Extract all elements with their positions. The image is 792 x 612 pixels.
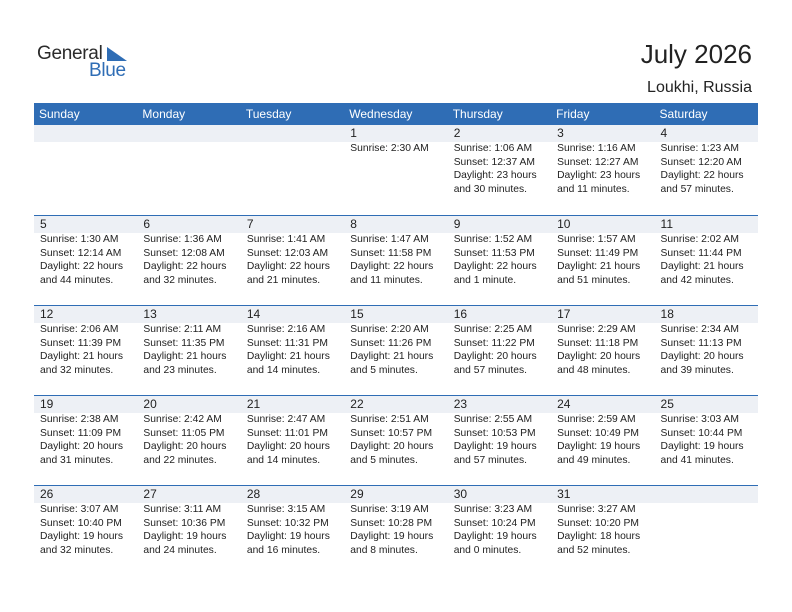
daylight-text: Daylight: 20 hours: [40, 441, 123, 453]
sunrise-text: Sunrise: 2:59 AM: [557, 414, 636, 425]
day-number: 13: [143, 307, 157, 321]
minutes-text: and 0 minutes.: [453, 544, 522, 556]
daylight-text: Daylight: 23 hours: [453, 170, 537, 182]
daylight-text: Daylight: 21 hours: [246, 351, 330, 363]
sunrise-text: Sunrise: 3:23 AM: [453, 504, 533, 515]
sunrise-text: Sunrise: 3:03 AM: [660, 414, 739, 425]
minutes-text: and 22 minutes.: [143, 454, 217, 466]
sunrise-text: Sunrise: 3:27 AM: [557, 504, 636, 515]
daylight-text: Daylight: 22 hours: [143, 261, 227, 273]
daylight-text: Daylight: 21 hours: [350, 351, 434, 363]
daylight-text: Daylight: 21 hours: [660, 261, 744, 273]
sunrise-text: Sunrise: 2:30 AM: [350, 143, 429, 154]
minutes-text: and 51 minutes.: [557, 274, 631, 286]
sunset-text: Sunset: 11:01 PM: [246, 427, 328, 439]
sunrise-text: Sunrise: 2:25 AM: [453, 324, 533, 335]
sunset-text: Sunset: 11:39 PM: [40, 337, 122, 349]
sunrise-text: Sunrise: 2:20 AM: [350, 324, 429, 335]
daylight-text: Daylight: 22 hours: [453, 261, 537, 273]
day-number: 6: [143, 217, 151, 231]
day-cell: [34, 216, 137, 306]
minutes-text: and 5 minutes.: [350, 454, 418, 466]
day-number-bar: [241, 125, 344, 142]
day-number: 8: [350, 217, 357, 231]
day-number: 11: [660, 217, 673, 231]
sunrise-text: Sunrise: 1:16 AM: [557, 143, 636, 154]
sunset-text: Sunset: 10:40 PM: [40, 517, 122, 529]
sunset-text: Sunset: 10:44 PM: [660, 427, 743, 439]
logo-triangle-icon: [107, 47, 127, 61]
sunrise-text: Sunrise: 2:06 AM: [40, 324, 119, 335]
sunrise-text: Sunrise: 1:06 AM: [453, 143, 533, 154]
daylight-text: Daylight: 22 hours: [350, 261, 434, 273]
day-cell: [137, 216, 240, 306]
sunrise-text: Sunrise: 1:47 AM: [350, 234, 429, 245]
day-cell: [448, 396, 551, 486]
daylight-text: Daylight: 20 hours: [143, 441, 227, 453]
daylight-text: Daylight: 19 hours: [143, 531, 227, 543]
daylight-text: Daylight: 19 hours: [660, 441, 744, 453]
day-number: 30: [453, 487, 468, 501]
daylight-text: Daylight: 20 hours: [246, 441, 330, 453]
daylight-text: Daylight: 22 hours: [246, 261, 330, 273]
day-cell: [344, 125, 447, 215]
day-cell: [241, 396, 344, 486]
sunrise-text: Sunrise: 1:41 AM: [246, 234, 326, 245]
sunset-text: Sunset: 11:44 PM: [660, 247, 742, 259]
daylight-text: Daylight: 19 hours: [350, 531, 434, 543]
calendar-title: July 2026: [640, 39, 752, 69]
sunset-text: Sunset: 10:20 PM: [557, 517, 639, 529]
day-number-bar: [137, 125, 240, 142]
day-cell: [448, 306, 551, 396]
minutes-text: and 8 minutes.: [350, 544, 418, 556]
day-cell: [137, 306, 240, 396]
day-cell: [137, 486, 240, 576]
day-number: 4: [660, 126, 668, 140]
daylight-text: Daylight: 20 hours: [350, 441, 434, 453]
minutes-text: and 41 minutes.: [660, 454, 734, 466]
minutes-text: and 14 minutes.: [246, 454, 321, 466]
sunrise-text: Sunrise: 2:11 AM: [143, 324, 222, 335]
day-cell: [551, 125, 654, 215]
minutes-text: and 49 minutes.: [557, 454, 631, 466]
minutes-text: and 57 minutes.: [453, 454, 527, 466]
day-number: 27: [143, 487, 157, 501]
sunrise-text: Sunrise: 3:19 AM: [350, 504, 429, 515]
minutes-text: and 1 minute.: [453, 274, 517, 286]
sunset-text: Sunset: 12:37 AM: [453, 156, 535, 168]
day-number: 10: [557, 217, 571, 231]
week-row: [34, 125, 758, 215]
weekday-label: Saturday: [659, 107, 708, 121]
daylight-text: Daylight: 22 hours: [40, 261, 123, 273]
day-number: 7: [246, 217, 254, 231]
day-number: 15: [350, 307, 364, 321]
weekday-label: Friday: [556, 107, 590, 121]
minutes-text: and 11 minutes.: [557, 183, 630, 195]
minutes-text: and 48 minutes.: [557, 364, 631, 376]
weekday-header: [34, 103, 758, 125]
sunset-text: Sunset: 11:18 PM: [557, 337, 639, 349]
minutes-text: and 11 minutes.: [350, 274, 423, 286]
sunrise-text: Sunrise: 3:07 AM: [40, 504, 119, 515]
day-cell: [551, 486, 654, 576]
sunset-text: Sunset: 11:31 PM: [246, 337, 328, 349]
day-cell: [655, 306, 758, 396]
daylight-text: Daylight: 23 hours: [557, 170, 641, 182]
daylight-text: Daylight: 18 hours: [557, 531, 641, 543]
day-cell: [448, 486, 551, 576]
day-number: 25: [660, 397, 674, 411]
minutes-text: and 31 minutes.: [40, 454, 114, 466]
minutes-text: and 14 minutes.: [246, 364, 321, 376]
sunset-text: Sunset: 12:03 AM: [246, 247, 329, 259]
sunrise-text: Sunrise: 3:11 AM: [143, 504, 222, 515]
day-cell: [655, 216, 758, 306]
daylight-text: Daylight: 21 hours: [557, 261, 641, 273]
sunrise-text: Sunrise: 2:29 AM: [557, 324, 636, 335]
day-number: 18: [660, 307, 674, 321]
weekday-label: Thursday: [452, 107, 503, 121]
empty-day-cell: [34, 125, 137, 215]
day-number: 26: [40, 487, 54, 501]
day-number: 3: [557, 126, 564, 140]
sunset-text: Sunset: 10:28 PM: [350, 517, 433, 529]
day-cell: [344, 486, 447, 576]
sunset-text: Sunset: 11:13 PM: [660, 337, 742, 349]
sunrise-text: Sunrise: 1:36 AM: [143, 234, 222, 245]
minutes-text: and 39 minutes.: [660, 364, 734, 376]
day-number: 31: [557, 487, 571, 501]
sunset-text: Sunset: 11:05 PM: [143, 427, 225, 439]
minutes-text: and 42 minutes.: [660, 274, 734, 286]
minutes-text: and 24 minutes.: [143, 544, 217, 556]
daylight-text: Daylight: 19 hours: [557, 441, 641, 453]
sunset-text: Sunset: 10:53 PM: [453, 427, 536, 439]
sunrise-text: Sunrise: 1:52 AM: [453, 234, 533, 245]
minutes-text: and 44 minutes.: [40, 274, 114, 286]
minutes-text: and 23 minutes.: [143, 364, 217, 376]
day-cell: [137, 396, 240, 486]
day-number: 12: [40, 307, 54, 321]
day-cell: [241, 486, 344, 576]
day-cell: [655, 125, 758, 215]
daylight-text: Daylight: 19 hours: [40, 531, 123, 543]
day-number: 21: [246, 397, 261, 411]
minutes-text: and 32 minutes.: [143, 274, 217, 286]
minutes-text: and 21 minutes.: [246, 274, 321, 286]
sunrise-text: Sunrise: 2:42 AM: [143, 414, 222, 425]
daylight-text: Daylight: 19 hours: [246, 531, 330, 543]
logo: [37, 43, 137, 83]
day-number: 29: [350, 487, 364, 501]
day-number: 28: [246, 487, 261, 501]
day-cell: [344, 396, 447, 486]
empty-day-cell: [241, 125, 344, 215]
sunrise-text: Sunrise: 3:15 AM: [246, 504, 326, 515]
weekday-label: Wednesday: [349, 107, 413, 121]
day-number: 5: [40, 217, 47, 231]
day-number: 20: [143, 397, 157, 411]
minutes-text: and 57 minutes.: [660, 183, 734, 195]
sunset-text: Sunset: 12:14 AM: [40, 247, 122, 259]
calendar-location: Loukhi, Russia: [647, 79, 752, 96]
sunset-text: Sunset: 12:20 AM: [660, 156, 742, 168]
sunset-text: Sunset: 10:32 PM: [246, 517, 329, 529]
minutes-text: and 32 minutes.: [40, 544, 114, 556]
day-number: 2: [453, 126, 461, 140]
minutes-text: and 16 minutes.: [246, 544, 321, 556]
minutes-text: and 5 minutes.: [350, 364, 418, 376]
daylight-text: Daylight: 19 hours: [453, 441, 537, 453]
logo-word-blue: Blue: [89, 60, 126, 81]
day-number-bar: [34, 125, 137, 142]
day-number: 17: [557, 307, 571, 321]
daylight-text: Daylight: 21 hours: [40, 351, 123, 363]
day-cell: [551, 216, 654, 306]
sunset-text: Sunset: 10:24 PM: [453, 517, 536, 529]
sunset-text: Sunset: 11:58 PM: [350, 247, 432, 259]
daylight-text: Daylight: 22 hours: [660, 170, 744, 182]
day-number: 22: [350, 397, 364, 411]
day-number: 1: [350, 126, 357, 140]
sunrise-text: Sunrise: 1:57 AM: [557, 234, 636, 245]
sunrise-text: Sunrise: 1:30 AM: [40, 234, 119, 245]
sunset-text: Sunset: 11:09 PM: [40, 427, 122, 439]
sunset-text: Sunset: 11:22 PM: [453, 337, 535, 349]
day-number: 9: [453, 217, 461, 231]
day-cell: [344, 306, 447, 396]
sunset-text: Sunset: 12:08 AM: [143, 247, 225, 259]
sunset-text: Sunset: 10:49 PM: [557, 427, 639, 439]
day-number: 16: [453, 307, 468, 321]
sunrise-text: Sunrise: 2:47 AM: [246, 414, 326, 425]
day-number: 24: [557, 397, 571, 411]
sunrise-text: Sunrise: 2:55 AM: [453, 414, 533, 425]
day-cell: [448, 125, 551, 215]
day-number-bar: [655, 486, 758, 503]
weekday-label: Monday: [142, 107, 186, 121]
daylight-text: Daylight: 20 hours: [453, 351, 537, 363]
sunset-text: Sunset: 11:35 PM: [143, 337, 225, 349]
day-cell: [241, 306, 344, 396]
week-row: [34, 486, 758, 576]
weekday-label: Sunday: [39, 107, 80, 121]
sunrise-text: Sunrise: 2:34 AM: [660, 324, 739, 335]
empty-day-cell: [655, 486, 758, 576]
day-cell: [34, 306, 137, 396]
day-number: 14: [246, 307, 261, 321]
week-row: [34, 396, 758, 486]
day-cell: [551, 306, 654, 396]
sunrise-text: Sunrise: 2:38 AM: [40, 414, 119, 425]
day-cell: [655, 396, 758, 486]
sunset-text: Sunset: 11:53 PM: [453, 247, 535, 259]
day-number: 23: [453, 397, 468, 411]
day-cell: [448, 216, 551, 306]
sunrise-text: Sunrise: 2:02 AM: [660, 234, 739, 245]
day-cell: [241, 216, 344, 306]
minutes-text: and 57 minutes.: [453, 364, 527, 376]
day-cell: [551, 396, 654, 486]
sunrise-text: Sunrise: 2:51 AM: [350, 414, 429, 425]
day-cell: [34, 486, 137, 576]
minutes-text: and 32 minutes.: [40, 364, 114, 376]
sunrise-text: Sunrise: 2:16 AM: [246, 324, 326, 335]
daylight-text: Daylight: 19 hours: [453, 531, 537, 543]
week-row: [34, 306, 758, 396]
sunrise-text: Sunrise: 1:23 AM: [660, 143, 739, 154]
day-number: 19: [40, 397, 54, 411]
logo-word-general: General: [37, 43, 103, 64]
sunset-text: Sunset: 11:26 PM: [350, 337, 432, 349]
daylight-text: Daylight: 21 hours: [143, 351, 227, 363]
empty-day-cell: [137, 125, 240, 215]
day-cell: [34, 396, 137, 486]
sunset-text: Sunset: 10:57 PM: [350, 427, 433, 439]
daylight-text: Daylight: 20 hours: [557, 351, 641, 363]
sunset-text: Sunset: 10:36 PM: [143, 517, 226, 529]
sunset-text: Sunset: 11:49 PM: [557, 247, 639, 259]
daylight-text: Daylight: 20 hours: [660, 351, 744, 363]
day-cell: [344, 216, 447, 306]
week-row: [34, 216, 758, 306]
minutes-text: and 52 minutes.: [557, 544, 631, 556]
weekday-label: Tuesday: [245, 107, 292, 121]
minutes-text: and 30 minutes.: [453, 183, 527, 195]
sunset-text: Sunset: 12:27 AM: [557, 156, 639, 168]
